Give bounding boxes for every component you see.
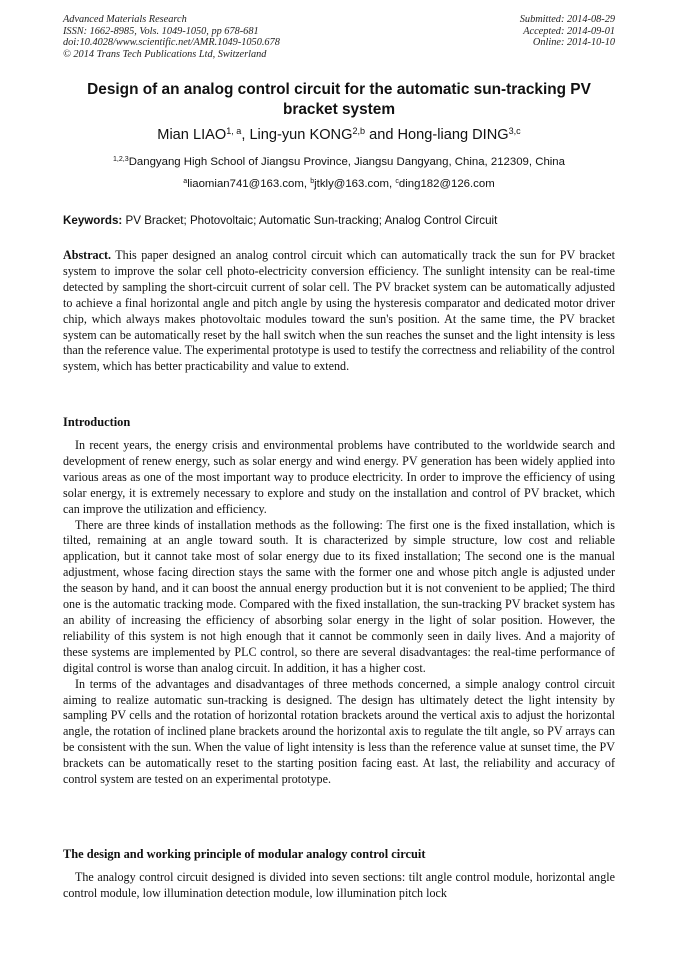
- abstract-paragraph: [63, 248, 615, 375]
- journal-name: Advanced Materials Research: [63, 14, 187, 25]
- author-list: [63, 126, 615, 144]
- abstract-text: This paper designed an analog control circuit which can automatically track the sun for PV bracket system to improve the solar cell photo-electricity conversion efficiency. The sunlight intensity can be real-time detected by sampling the short-circuit current of solar cell. The PV bracket system can be automatically adjusted to achieve a final horizontal angle and pitch angle by using the hysteresis comparator and dedicated motor driver chip, which always makes photovoltaic modules toward the sun's position. At the same time, the PV bracket system can be automatically reset by the hall switch when the sun reaches the sunset and the light intensity is less than the reference value. The experimental prototype is used to testify the correctness and reliability of the control system, which has better practicability and value to extend.: [63, 248, 615, 374]
- accepted-date: Accepted: 2014-09-01: [523, 25, 615, 37]
- affiliation-sup: 1,2,3: [113, 156, 129, 164]
- journal-info: [63, 14, 280, 60]
- author-separator: and: [365, 127, 398, 143]
- author-name: Mian LIAO: [157, 127, 227, 143]
- author-sup: 2,b: [352, 126, 366, 137]
- email-sup: c: [395, 178, 399, 186]
- email-sup: b: [310, 178, 315, 186]
- body-paragraph: The analogy control circuit designed is divided into seven sections: tilt angle control module, horizontal angle control module, low illumination detection module, low illumination pitch lock: [63, 870, 615, 900]
- issn-line: ISSN: 1662-8985, Vols. 1049-1050, pp 678-681: [63, 25, 259, 37]
- introduction-section: [63, 414, 615, 788]
- copyright-line: © 2014 Trans Tech Publications Ltd, Switzerland: [63, 48, 267, 60]
- email-address[interactable]: jtkly@163.com: [314, 178, 390, 190]
- online-date: Online: 2014-10-10: [532, 37, 615, 48]
- author-sup: 1, a: [226, 126, 242, 137]
- doi-line: doi:10.4028/www.scientific.net/AMR.1049-1050.678: [63, 37, 280, 48]
- body-paragraph: In recent years, the energy crisis and environmental problems have contributed to the worldwide search and development of renew energy, such as solar energy and wind energy. PV generation has been widely applied into various areas as one of the most important way to produce electricity. In order to improve the efficiency of using solar energy, it is extremely necessary to explore and study on the installation and control of PV bracket, which can improve the utilization and efficiency.: [63, 438, 615, 516]
- author-separator: ,: [241, 127, 250, 143]
- email-separator: ,: [389, 178, 396, 190]
- keywords: [63, 213, 615, 228]
- email-address[interactable]: ding182@126.com: [398, 178, 495, 190]
- email-address[interactable]: liaomian741@163.com: [187, 178, 304, 190]
- body-paragraph: In terms of the advantages and disadvantages of three methods concerned, a simple analogy control circuit aiming to realize automatic sun-tracking is designed. The design has ultimately detect the light intensity by sampling PV cells and the rotation of horizontal rotation brackets around the vertical axis to adjust the horizontal angle, the rotation of inclined plane brackets around the horizontal axis to regulate the tilt angle, so PV arrays can be consistent with the sun. When the value of light intensity is less than the reference value at sunset time, the PV brackets can be automatically reset to the starting position facing east. At last, the reliability and accuracy of control system are tested on an experimental prototype.: [63, 676, 615, 787]
- email-separator: ,: [303, 178, 311, 190]
- keywords-text: PV Bracket; Photovoltaic; Automatic Sun-tracking; Analog Control Circuit: [125, 214, 498, 227]
- author-name: Hong-liang DING: [397, 127, 509, 143]
- section-heading: The design and working principle of modular analogy control circuit: [63, 847, 426, 861]
- abstract: [63, 248, 615, 375]
- abstract-label: Abstract.: [63, 248, 112, 262]
- affiliation-text: Dangyang High School of Jiangsu Province, Jiangsu Dangyang, China, 212309, China: [128, 156, 565, 168]
- email-list: [63, 177, 615, 191]
- submitted-date: Submitted: 2014-08-29: [519, 14, 615, 25]
- affiliation: [63, 155, 615, 169]
- body-paragraph: There are three kinds of installation methods as the following: The first one is the fixed installation, which is tilted, remaining at an angle toward south. It is characterized by simple structure, low cost and reliable application, but it cannot take most of solar energy due to its fixed installation; The second one is the manual adjustment, whose facing direction stays the same with the former one and whose pitch angle is adjusted under the season by hand, and it can boost the annual energy production but it is not convenient to be applied; The third one is the automatic tracking mode. Compared with the fixed installation, the sun-tracking PV bracket system has an ability of increasing the efficiency of absorbing solar energy in the light of solar position. However, the reliability of this system is not high enough that it cannot be commonly seen in daily lives. And a majority of these systems are implemented by PLC control, so there are several disadvantages: the real-time performance of digital control is worse than analog circuit. In addition, it has a higher cost.: [63, 517, 615, 675]
- author-name: Ling-yun KONG: [249, 127, 353, 143]
- dates-info: [520, 14, 615, 49]
- email-sup: a: [183, 178, 188, 186]
- section-heading: Introduction: [63, 415, 131, 429]
- paper-title: Design of an analog control circuit for the automatic sun-tracking PV bracket system: [87, 81, 591, 118]
- keywords-label: Keywords:: [63, 214, 123, 227]
- design-section: [63, 846, 615, 902]
- author-sup: 3,c: [508, 126, 521, 137]
